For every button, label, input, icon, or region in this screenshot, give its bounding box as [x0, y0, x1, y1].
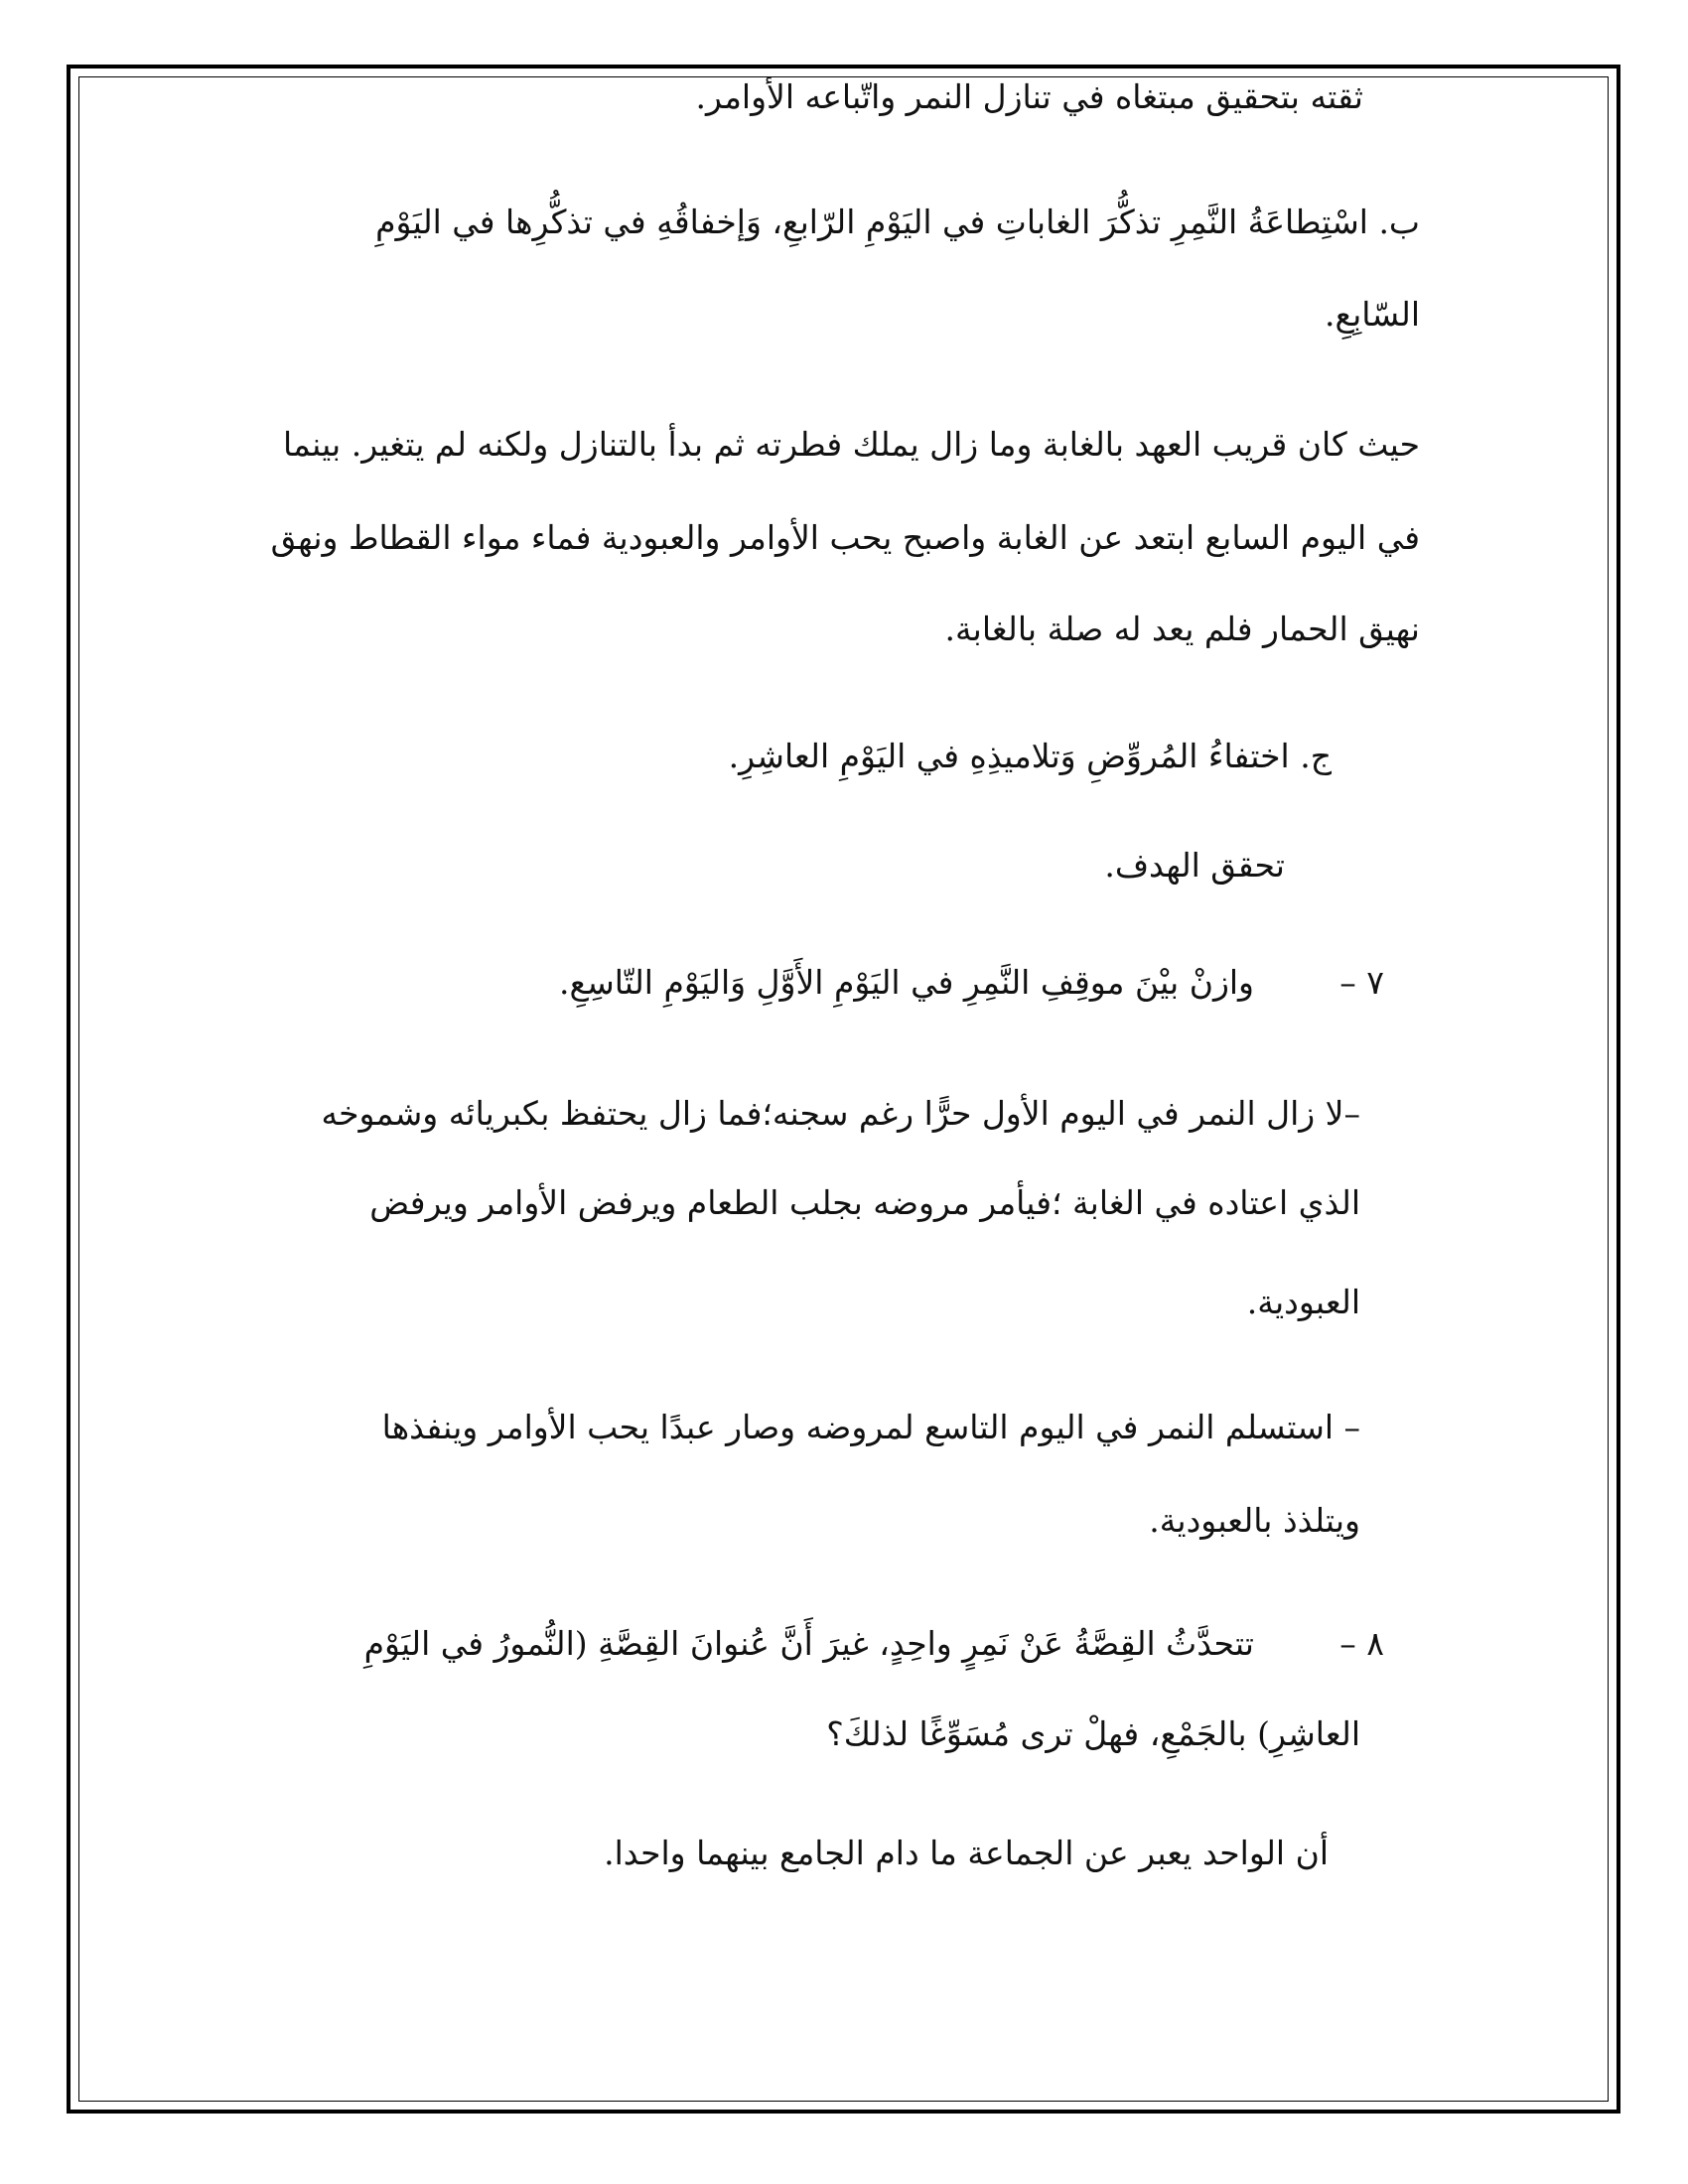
item-b-line-1: ب. اسْتِطاعَةُ النَّمِرِ تذكُّرَ الغاباتِ في اليَوْمِ الرّابعِ، وَإخفاقُهِ في تذكُّرِها في اليَوْمِ — [375, 203, 1420, 241]
page-border-inner — [78, 76, 1609, 2102]
text-line-1: ثقته بتحقيق مبتغاه في تنازل النمر واتّباعه الأوامر. — [695, 77, 1363, 116]
question-8-line-1: تتحدَّثُ القِصَّةُ عَنْ نَمِرٍ واحِدٍ، غيرَ أَنَّ عُنوانَ القِصَّةِ (النُّمورُ في اليَوْمِ — [363, 1624, 1254, 1663]
answer-7-line-3: العبودية. — [1246, 1283, 1360, 1321]
question-8-line-2: العاشِرِ) بالجَمْعِ، فهلْ ترى مُسَوِّغًا لذلكَ؟ — [826, 1714, 1360, 1753]
question-7-text: وازنْ بيْنَ موقِفِ النَّمِرِ في اليَوْمِ الأَوَّلِ وَاليَوْمِ التّاسِعِ. — [559, 963, 1254, 1002]
answer-8-line: أن الواحد يعبر عن الجماعة ما دام الجامع بينهما واحدا. — [604, 1834, 1329, 1872]
answer-7-line-1: –لا زال النمر في اليوم الأول حرًّا رغم سجنه؛فما زال يحتفظ بكبريائه وشموخه — [321, 1094, 1360, 1133]
answer-c-line: تحقق الهدف. — [1104, 846, 1285, 885]
answer-7-line-2: الذي اعتاده في الغابة ؛فيأمر مروضه بجلب الطعام ويرفض الأوامر ويرفض — [369, 1183, 1360, 1222]
item-b-line-2: السّابِعِ. — [1325, 295, 1420, 334]
question-8-number: ٨ – — [1339, 1624, 1384, 1663]
item-c-line: ج. اختفاءُ المُروِّضِ وَتلاميذِهِ في اليَوْمِ العاشِرِ. — [728, 737, 1332, 775]
answer-7-line-4: – استسلم النمر في اليوم التاسع لمروضه وصار عبدًا يحب الأوامر وينفذها — [381, 1408, 1360, 1446]
answer-7-line-5: ويتلذذ بالعبودية. — [1149, 1501, 1360, 1540]
answer-b-line-1: حيث كان قريب العهد بالغابة وما زال يملك فطرته ثم بدأ بالتنازل ولكنه لم يتغير. بينما — [282, 425, 1420, 464]
answer-b-line-3: نهيق الحمار فلم يعد له صلة بالغابة. — [944, 610, 1420, 648]
answer-b-line-2: في اليوم السابع ابتعد عن الغابة واصبح يحب الأوامر والعبودية فماء مواء القطاط ونهق — [270, 518, 1420, 557]
question-7-number: ٧ – — [1339, 963, 1384, 1002]
